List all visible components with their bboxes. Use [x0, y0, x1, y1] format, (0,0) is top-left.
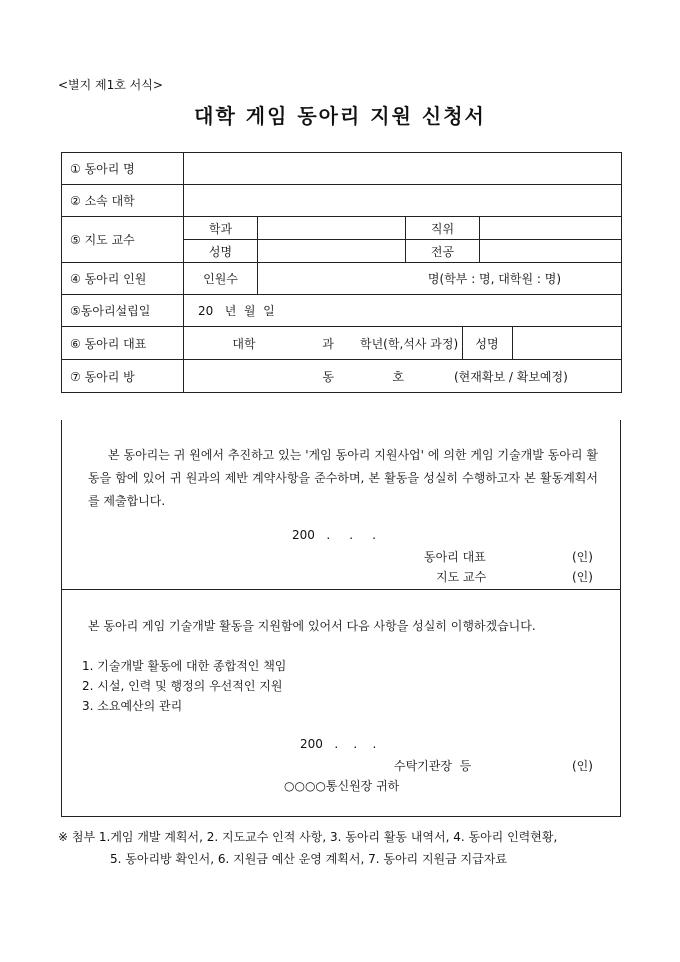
rep-inner	[184, 327, 621, 359]
attachment-line-2: 5. 동아리방 확인서, 6. 지원금 예산 운영 계획서, 7. 동아리 지원금 지급자료	[110, 852, 507, 866]
commitment-recipient: ○○○○통신원장 귀하	[284, 779, 400, 793]
pledge-text: 본 동아리는 귀 원에서 추진하고 있는 '게임 동아리 지원사업' 에 의한 게임 기술개발 동아리 활동을 함에 있어 귀 원과의 제반 계약사항을 준수하며, 본 활동을 성실히 수행하고자 본 활동계획서를 제출합니다.	[88, 448, 598, 508]
row-representative	[62, 327, 622, 360]
advisor-major-label: 전공	[406, 240, 480, 263]
commitment-item-1: 1. 기술개발 활동에 대한 종합적인 책임	[82, 659, 287, 673]
commitment-seal: (인)	[572, 759, 593, 773]
pledge-section	[61, 420, 621, 590]
members-detail[interactable]: 명(학부 : 명, 대학원 : 명)	[258, 263, 622, 295]
pledge-advisor-seal: (인)	[572, 570, 593, 584]
room-label: ⑦ 동아리 방	[62, 360, 184, 393]
pledge-rep-seal: (인)	[572, 550, 593, 564]
commitment-signer: 수탁기관장 등	[394, 759, 472, 773]
advisor-name-field[interactable]	[258, 240, 406, 263]
row-club-name	[62, 153, 622, 185]
row-university	[62, 185, 622, 217]
advisor-dept-label: 학과	[184, 217, 258, 240]
advisor-name-label: 성명	[184, 240, 258, 263]
row-advisor-1	[62, 217, 622, 240]
room-inner	[184, 360, 621, 392]
advisor-label: ⑤ 지도 교수	[62, 217, 184, 263]
row-founded	[62, 295, 622, 327]
row-room	[62, 360, 622, 393]
form-label: <별지 제1호 서식>	[58, 78, 163, 92]
rep-label: ⑥ 동아리 대표	[62, 327, 184, 360]
page-title: 대학 게임 동아리 지원 신청서	[194, 104, 486, 128]
commitment-intro: 본 동아리 게임 기술개발 활동을 지원함에 있어서 다음 사항을 성실히 이행하겠습니다.	[88, 619, 536, 633]
club-name-label: ① 동아리 명	[62, 153, 184, 185]
members-count-label: 인원수	[184, 263, 258, 295]
rep-name-field[interactable]	[512, 327, 621, 359]
commitment-date[interactable]: 200 . . .	[300, 737, 377, 751]
club-name-field[interactable]	[184, 153, 622, 185]
commitment-item-3: 3. 소요예산의 관리	[82, 699, 183, 713]
rep-field[interactable]	[184, 327, 622, 360]
commitment-section	[61, 589, 621, 817]
application-table	[61, 152, 622, 393]
rep-univ: 대학	[232, 336, 256, 351]
advisor-dept-field[interactable]	[258, 217, 406, 240]
founded-date-field[interactable]	[184, 295, 622, 327]
rep-name-label: 성명	[462, 327, 512, 359]
founded-label: ⑤동아리설립일	[62, 295, 184, 327]
advisor-position-field[interactable]	[480, 217, 622, 240]
university-field[interactable]	[184, 185, 622, 217]
pledge-rep-label: 동아리 대표	[424, 550, 486, 564]
advisor-major-field[interactable]	[480, 240, 622, 263]
pledge-date[interactable]: 200 . . .	[292, 528, 376, 542]
room-ho: 호	[392, 369, 404, 384]
advisor-position-label: 직위	[406, 217, 480, 240]
room-field[interactable]	[184, 360, 622, 393]
members-label: ④ 동아리 인원	[62, 263, 184, 295]
rep-dept: 과	[322, 336, 334, 351]
pledge-advisor-label: 지도 교수	[436, 570, 487, 584]
rep-grade: 학년(학,석사 과정)	[360, 327, 462, 359]
attachment-note	[58, 826, 638, 870]
row-members	[62, 263, 622, 295]
commitment-item-2: 2. 시설, 인력 및 행정의 우선적인 지원	[82, 679, 283, 693]
university-label: ② 소속 대학	[62, 185, 184, 217]
attachment-line-1: ※ 첨부 1.게임 개발 계획서, 2. 지도교수 인적 사항, 3. 동아리 활동 내역서, 4. 동아리 인력현황,	[58, 830, 558, 844]
founded-date: 20 년 월 일	[198, 304, 275, 318]
room-status: (현재확보 / 확보예정)	[454, 369, 568, 384]
room-dong: 동	[322, 369, 334, 384]
